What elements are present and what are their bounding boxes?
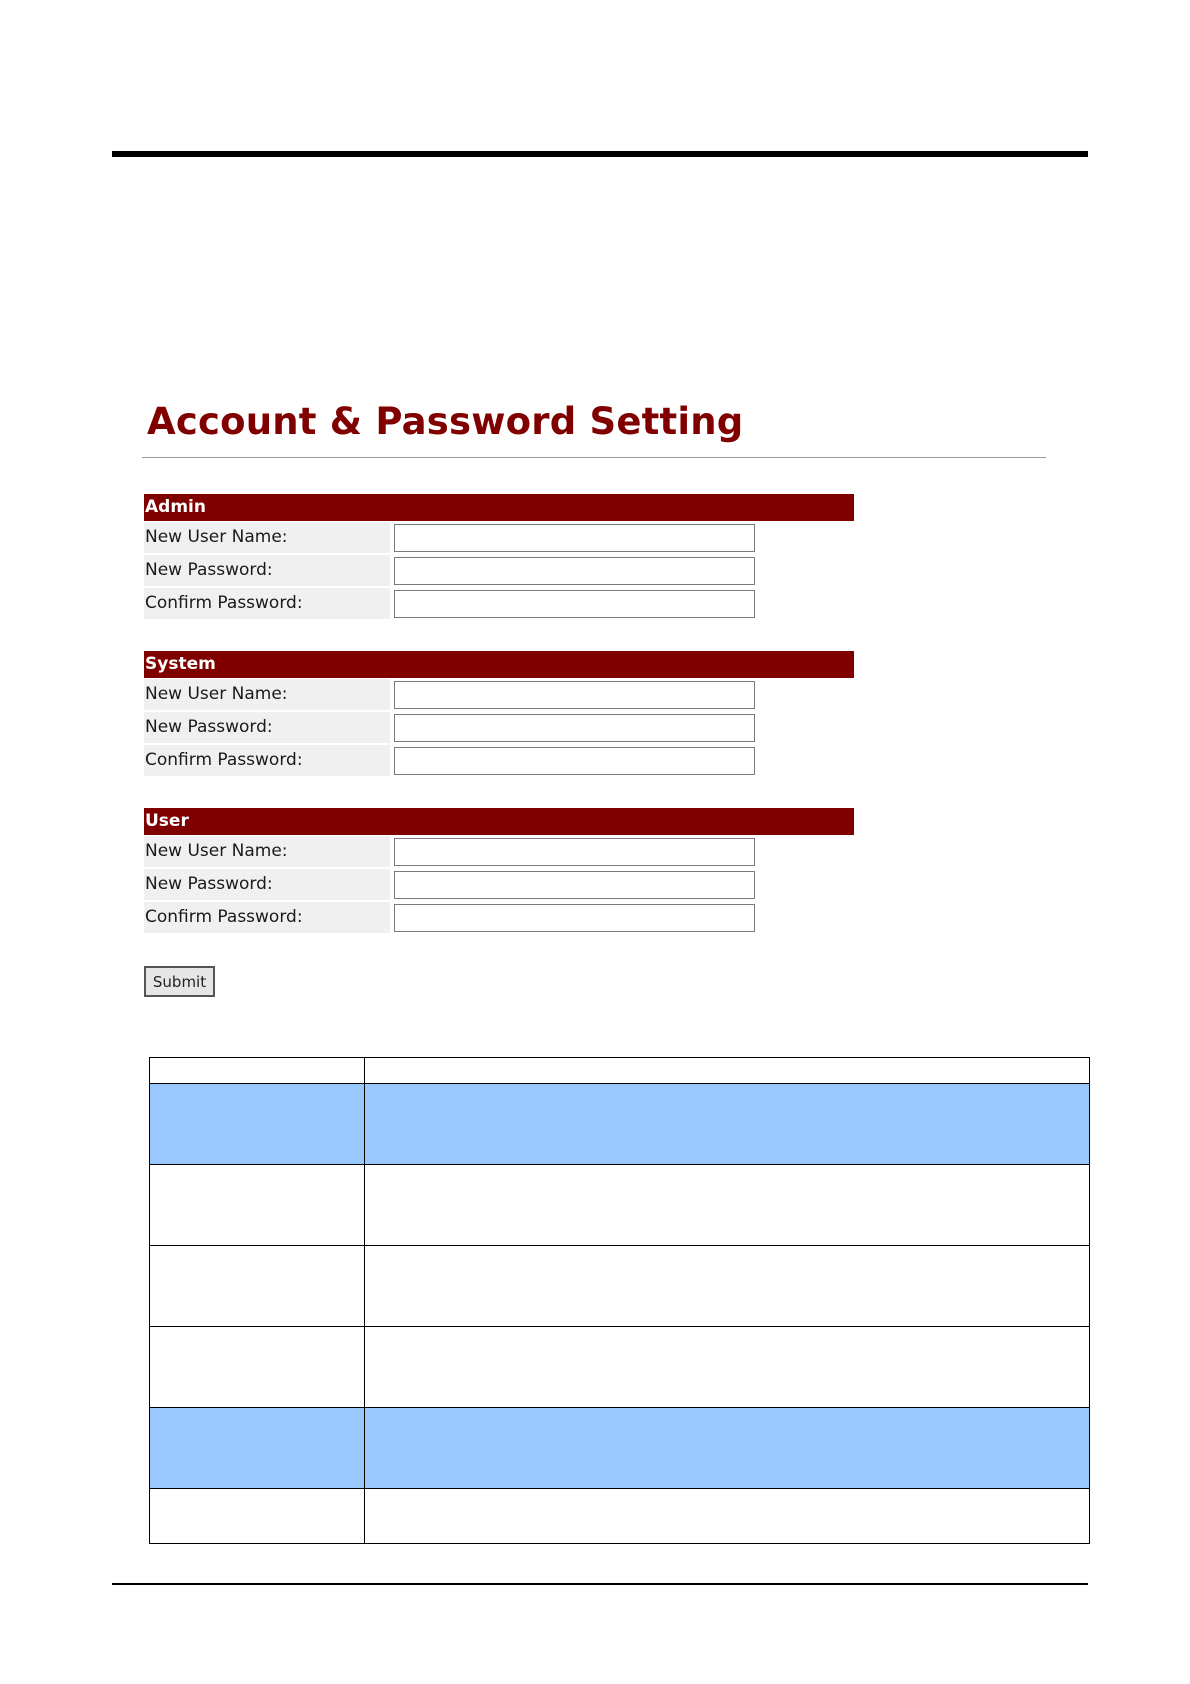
table-cell — [150, 1408, 365, 1489]
user-confirm-password-row — [144, 902, 854, 933]
table-header-row — [150, 1058, 1090, 1084]
page-title: Account & Password Setting — [147, 400, 744, 443]
table-cell — [365, 1327, 1090, 1408]
admin-confirm-password-row — [144, 588, 854, 619]
admin-password-input[interactable] — [394, 557, 755, 585]
user-username-input[interactable] — [394, 838, 755, 866]
user-password-row — [144, 869, 854, 900]
table-cell — [365, 1246, 1090, 1327]
bottom-rule — [112, 1583, 1088, 1585]
admin-username-row — [144, 522, 854, 553]
field-label: Confirm Password: — [144, 588, 390, 619]
field-label: Confirm Password: — [144, 745, 390, 776]
user-confirm-password-input[interactable] — [394, 904, 755, 932]
user-username-row — [144, 836, 854, 867]
table-row — [150, 1246, 1090, 1327]
system-username-input[interactable] — [394, 681, 755, 709]
system-confirm-password-row — [144, 745, 854, 776]
table-row — [150, 1165, 1090, 1246]
section-header-user: User — [144, 808, 854, 835]
table-row — [150, 1084, 1090, 1165]
system-confirm-password-input[interactable] — [394, 747, 755, 775]
table-cell — [150, 1084, 365, 1165]
section-header-admin: Admin — [144, 494, 854, 521]
table-cell — [150, 1165, 365, 1246]
table-cell — [365, 1408, 1090, 1489]
field-label: New User Name: — [144, 522, 390, 553]
table-cell — [365, 1165, 1090, 1246]
table-cell — [150, 1058, 365, 1084]
user-password-input[interactable] — [394, 871, 755, 899]
field-label: New Password: — [144, 712, 390, 743]
table-cell — [365, 1084, 1090, 1165]
field-label: Confirm Password: — [144, 902, 390, 933]
submit-button[interactable]: Submit — [144, 966, 215, 997]
admin-confirm-password-input[interactable] — [394, 590, 755, 618]
section-header-system: System — [144, 651, 854, 678]
admin-username-input[interactable] — [394, 524, 755, 552]
field-label: New Password: — [144, 869, 390, 900]
table-cell — [150, 1327, 365, 1408]
admin-password-row — [144, 555, 854, 586]
system-username-row — [144, 679, 854, 710]
top-rule — [112, 151, 1088, 157]
field-label: New User Name: — [144, 836, 390, 867]
table-row — [150, 1327, 1090, 1408]
title-divider — [142, 457, 1046, 458]
description-table — [149, 1057, 1090, 1544]
field-label: New User Name: — [144, 679, 390, 710]
table-cell — [365, 1489, 1090, 1544]
field-label: New Password: — [144, 555, 390, 586]
system-password-input[interactable] — [394, 714, 755, 742]
table-cell — [365, 1058, 1090, 1084]
table-row — [150, 1408, 1090, 1489]
table-row — [150, 1489, 1090, 1544]
table-cell — [150, 1246, 365, 1327]
system-password-row — [144, 712, 854, 743]
table-cell — [150, 1489, 365, 1544]
